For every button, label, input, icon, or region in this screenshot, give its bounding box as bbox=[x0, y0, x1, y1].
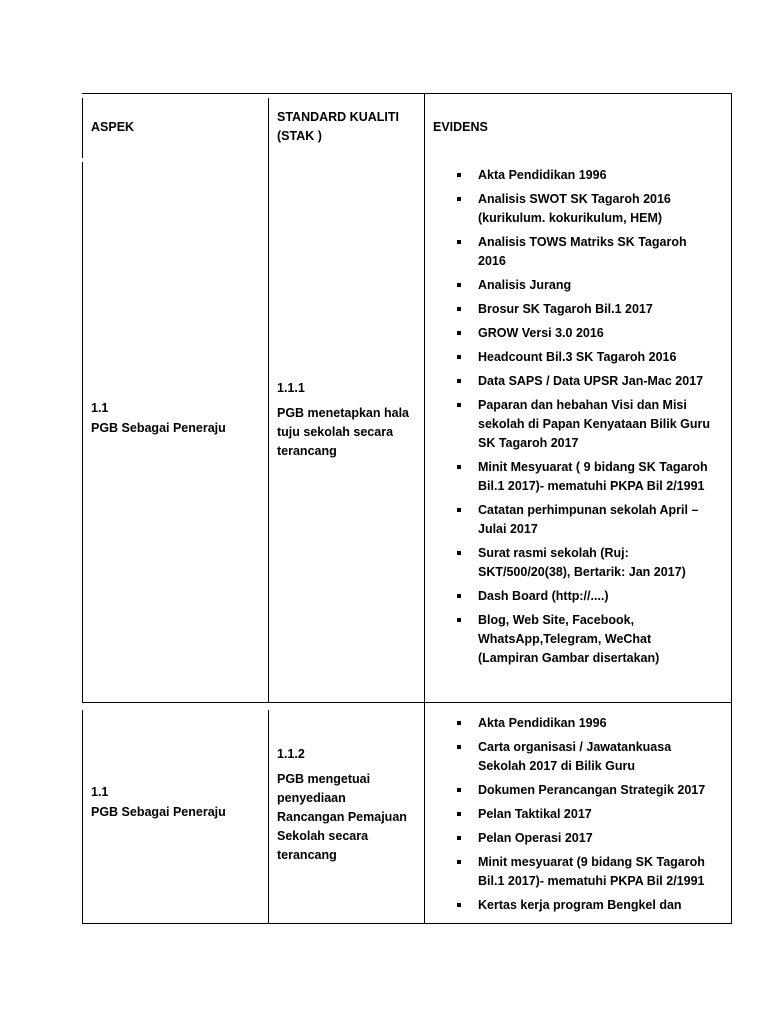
list-item: Akta Pendidikan 1996 bbox=[453, 714, 705, 733]
list-item: Minit Mesyuarat ( 9 bidang SK Tagaroh Bil.1 2017)- mematuhi PKPA Bil 2/1991 bbox=[453, 458, 710, 496]
table-left-border-row1 bbox=[82, 162, 83, 702]
list-item: Dokumen Perancangan Strategik 2017 bbox=[453, 781, 705, 800]
list-item: Pelan Taktikal 2017 bbox=[453, 805, 705, 824]
col-divider-2-row2 bbox=[424, 702, 425, 924]
row1-evidence-list bbox=[453, 166, 710, 673]
row-separator bbox=[82, 702, 732, 703]
list-item: Paparan dan hebahan Visi dan Misi sekolah di Papan Kenyataan Bilik Guru SK Tagaroh 2017 bbox=[453, 396, 710, 453]
list-item: Surat rasmi sekolah (Ruj: SKT/500/20(38), Bertarik: Jan 2017) bbox=[453, 544, 710, 582]
list-item: Blog, Web Site, Facebook, WhatsApp,Telegram, WeChat (Lampiran Gambar disertakan) bbox=[453, 611, 710, 668]
row2-evidence-list bbox=[453, 714, 705, 920]
table-right-border-row2 bbox=[731, 702, 732, 924]
list-item: Brosur SK Tagaroh Bil.1 2017 bbox=[453, 300, 710, 319]
list-item: Data SAPS / Data UPSR Jan-Mac 2017 bbox=[453, 372, 710, 391]
list-item: Dash Board (http://....) bbox=[453, 587, 710, 606]
table-bottom-border bbox=[82, 923, 732, 924]
row1-aspek: 1.1 PGB Sebagai Peneraju bbox=[91, 401, 226, 435]
list-item: Analisis Jurang bbox=[453, 276, 710, 295]
table-top-border bbox=[82, 93, 732, 94]
row1-stak: 1.1.1 PGB menetapkan hala tuju sekolah secara terancang bbox=[277, 381, 409, 458]
col-divider-2 bbox=[424, 93, 425, 702]
list-item: GROW Versi 3.0 2016 bbox=[453, 324, 710, 343]
col-divider-1-row2 bbox=[268, 710, 269, 924]
header-standard-kualiti: STANDARD KUALITI (STAK ) bbox=[277, 110, 399, 143]
list-item: Carta organisasi / Jawatankuasa Sekolah 2017 di Bilik Guru bbox=[453, 738, 705, 776]
list-item: Catatan perhimpunan sekolah April – Julai 2017 bbox=[453, 501, 710, 539]
list-item: Minit mesyuarat (9 bidang SK Tagaroh Bil.1 2017)- mematuhi PKPA Bil 2/1991 bbox=[453, 853, 705, 891]
list-item: Akta Pendidikan 1996 bbox=[453, 166, 710, 185]
table-left-border-row2 bbox=[82, 710, 83, 924]
list-item: Analisis TOWS Matriks SK Tagaroh 2016 bbox=[453, 233, 710, 271]
row2-aspek: 1.1 PGB Sebagai Peneraju bbox=[91, 785, 226, 819]
row2-stak: 1.1.2 PGB mengetuai penyediaan Rancangan Pemajuan Sekolah secara terancang bbox=[277, 747, 407, 862]
list-item: Kertas kerja program Bengkel dan bbox=[453, 896, 705, 915]
list-item: Pelan Operasi 2017 bbox=[453, 829, 705, 848]
header-evidens: EVIDENS bbox=[433, 120, 488, 134]
table-right-border bbox=[731, 93, 732, 702]
list-item: Analisis SWOT SK Tagaroh 2016 (kurikulum. kokurikulum, HEM) bbox=[453, 190, 710, 228]
header-aspek: ASPEK bbox=[91, 120, 135, 134]
list-item: Headcount Bil.3 SK Tagaroh 2016 bbox=[453, 348, 710, 367]
table-left-border bbox=[82, 98, 83, 158]
col-divider-1 bbox=[268, 98, 269, 702]
